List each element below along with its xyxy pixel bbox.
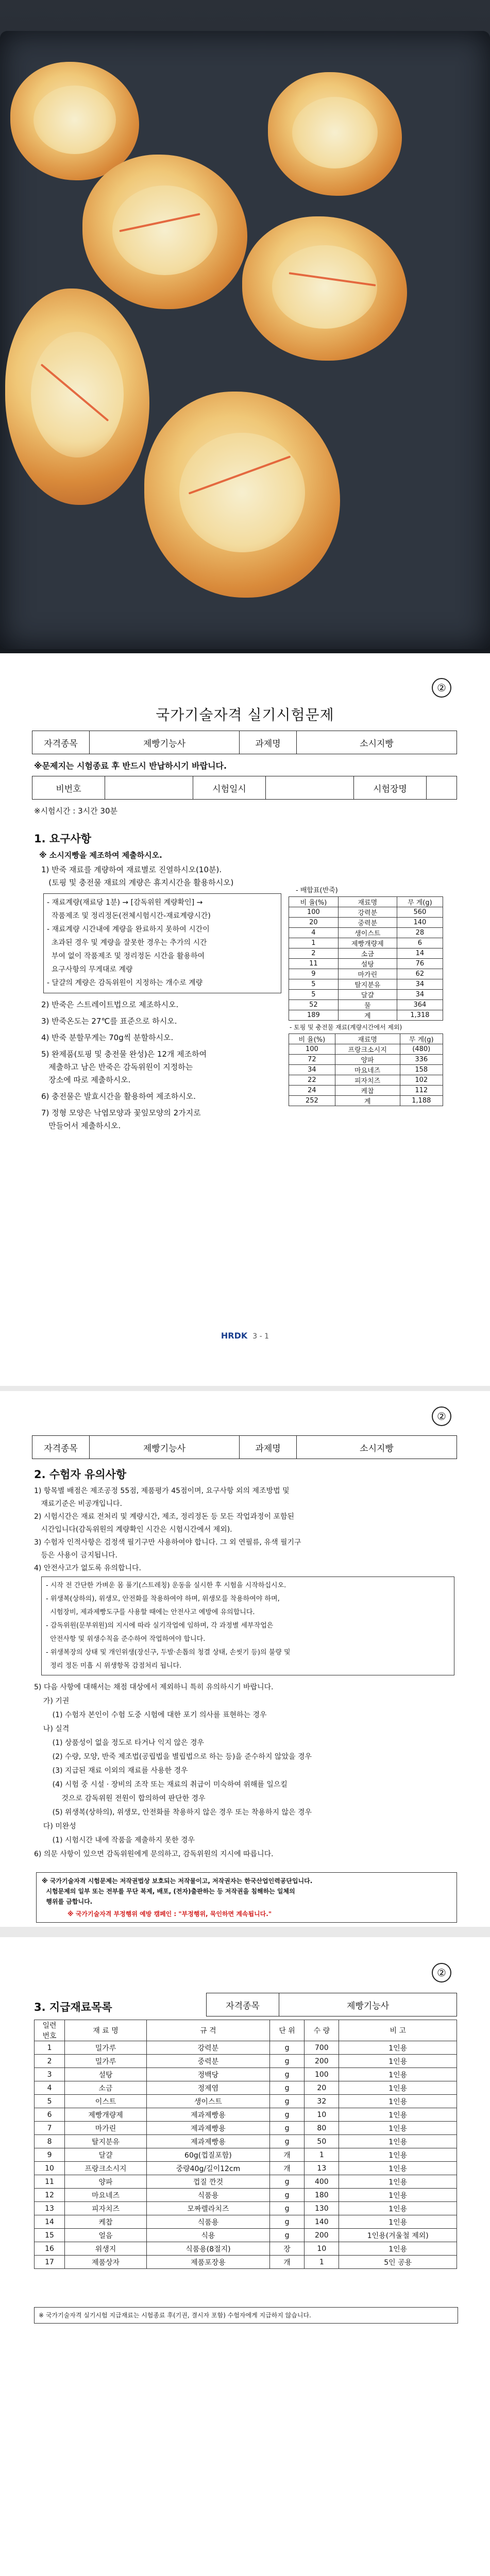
page-title: 국가기술자격 실기시험문제	[156, 706, 334, 723]
material-row	[35, 2108, 457, 2122]
table-cell: g	[269, 2122, 304, 2135]
exam-page-1	[0, 653, 490, 1386]
material-row	[35, 2256, 457, 2269]
table-cell: 130	[305, 2202, 339, 2215]
table-cell: 180	[305, 2189, 339, 2202]
label-number: 비번호	[32, 776, 105, 800]
table-cell: 1	[305, 2148, 339, 2162]
table-cell: 정제염	[146, 2081, 269, 2095]
table-cell: 껍질 깐것	[146, 2175, 269, 2189]
table-cell: 72	[289, 1055, 335, 1065]
table-cell: 9	[289, 969, 339, 979]
table-header-row	[289, 897, 443, 907]
table-cell: 설탕	[338, 959, 397, 969]
label-category: 자격종목	[32, 1436, 90, 1459]
dough-row	[289, 1000, 443, 1010]
material-row	[35, 2242, 457, 2256]
column-header: 비 율(%)	[289, 897, 339, 907]
table-cell: 189	[289, 1010, 339, 1021]
section-heading: 2. 수험자 유의사항	[34, 1468, 127, 1481]
table-cell: 개	[269, 2162, 304, 2175]
table-cell: 364	[397, 1000, 443, 1010]
task-value: 소시지빵	[297, 731, 457, 754]
table-cell: 32	[305, 2095, 339, 2108]
dough-row	[289, 990, 443, 1000]
material-row	[35, 2122, 457, 2135]
table-cell: 14	[35, 2215, 65, 2229]
table-cell: 5인 공용	[339, 2256, 457, 2269]
table-cell: 17	[35, 2256, 65, 2269]
table-cell: 6	[35, 2108, 65, 2122]
table-cell: 112	[400, 1086, 443, 1096]
material-row	[35, 2055, 457, 2068]
table-cell: 달걀	[338, 990, 397, 1000]
column-header: 재료명	[338, 897, 397, 907]
exam-header-table	[32, 1435, 457, 1459]
requirement-6: 6) 충전물은 발효시간을 활용하여 제조하시오.	[41, 1092, 196, 1101]
requirement-4: 4) 반죽 분할무게는 70g씩 분할하시오.	[41, 1033, 174, 1042]
table-cell: 계	[338, 1010, 397, 1021]
table-cell: 강력분	[338, 907, 397, 918]
exam-info-table	[32, 776, 457, 800]
table-cell: 11	[289, 959, 339, 969]
table-cell: 76	[397, 959, 443, 969]
table-cell: 마가린	[338, 969, 397, 979]
table-cell: g	[269, 2108, 304, 2122]
table-cell: 16	[35, 2242, 65, 2256]
material-row	[35, 2215, 457, 2229]
table-cell: 14	[397, 948, 443, 959]
table-cell: 24	[289, 1086, 335, 1096]
table-cell: 마요네즈	[65, 2189, 147, 2202]
table-cell: (480)	[400, 1044, 443, 1055]
table-cell: 케찹	[65, 2215, 147, 2229]
column-header: 수 량	[305, 2020, 339, 2041]
table-cell: 생이스트	[338, 928, 397, 938]
table-cell: 52	[289, 1000, 339, 1010]
notes-part-2: 5) 다음 사항에 대해서는 채점 대상에서 제외하니 특히 유의하시기 바랍니다. 가) 기권 (1) 수험자 본인이 수험 도중 시험에 대한 포기 의사를 표현하는 경우 나) 실격 (1) 상품성이 없을 정도로 타거나 익지 않은 경우 (2) 수량, 모양, 반죽 제조법(공립법을 별립법으로 하는 등)을 준수하지 않았을 경우 (3) 지급된 재료 이외의 재료를 사용한 경우 (4) 시험 중 시설 · 장비의 조작 또는 재료의 취급이 미숙하여 위해를 일으킬 것으로 감독위원 전원이 합의하여 판단한 경우 (5) 위생복(상하의), 위생모, 안전화를 착용하지 않은 경우 또는 착용하지 않은 경우 다) 미완성 (1) 시험시간 내에 작품을 제출하지 못한 경우 6) 의문 사항이 있으면 감독위원에게 문의하고, 감독위원의 지시에 따릅니다.	[34, 1683, 312, 1858]
material-row	[35, 2068, 457, 2081]
table-cell: 4	[289, 928, 339, 938]
table-cell: 소금	[65, 2081, 147, 2095]
exam-header-table	[32, 731, 457, 754]
material-row	[35, 2175, 457, 2189]
table-cell: 158	[400, 1065, 443, 1075]
label-category: 자격종목	[32, 731, 90, 754]
table-cell: 생이스트	[146, 2095, 269, 2108]
table-cell: 피자치즈	[335, 1075, 400, 1086]
exam-page-2	[0, 1391, 490, 1927]
table-cell: 달걀	[65, 2148, 147, 2162]
dough-row	[289, 907, 443, 918]
table-cell: 얼음	[65, 2229, 147, 2242]
table-cell: 중량40g/길이12cm	[146, 2162, 269, 2175]
page-number: ②	[432, 678, 451, 698]
table-cell: 프랑크소시지	[335, 1044, 400, 1055]
table-cell: 2	[289, 948, 339, 959]
copyright-text-1: ※ 국가기술자격 시험문제는 저작권법상 보호되는 저작물이고, 저작권자는 한국산업인력공단입니다.	[42, 1877, 313, 1885]
table-cell: 탈지분유	[65, 2135, 147, 2148]
table-cell: 252	[289, 1096, 335, 1106]
dough-row	[289, 948, 443, 959]
table-cell: 8	[35, 2135, 65, 2148]
section-heading: 3. 지급재료목록	[34, 2001, 112, 2013]
copyright-text-3: 행위를 금합니다.	[42, 1898, 93, 1905]
requirement-3: 3) 반죽온도는 27℃를 표준으로 하시오.	[41, 1016, 177, 1026]
column-header: 규 격	[146, 2020, 269, 2041]
table-cell: 1인용	[339, 2068, 457, 2081]
table-cell: 중력분	[146, 2055, 269, 2068]
table-cell: 1,318	[397, 1010, 443, 1021]
notes-part-1: 1) 항목별 배점은 제조공정 55점, 제품평가 45점이며, 요구사항 외의 제조방법 및 재료기준은 비공개입니다. 2) 시험시간은 재료 전처리 및 계량시간, 제조, 정리정돈 등 모든 작업과정이 포함된 시간입니다(감독위원의 계량확인 시간은 시험시간에서 제외). 3) 수험자 인적사항은 검정색 필기구만 사용하여야 합니다. 그 외 연필류, 유색 필기구 등은 사용이 금지됩니다. 4) 안전사고가 없도록 유의합니다.	[34, 1487, 301, 1572]
table-cell: 정백당	[146, 2068, 269, 2081]
dough-row	[289, 969, 443, 979]
material-row	[35, 2202, 457, 2215]
category-value: 제빵기능사	[90, 731, 240, 754]
table-cell: 10	[35, 2162, 65, 2175]
table-cell: 피자치즈	[65, 2202, 147, 2215]
dough-row	[289, 959, 443, 969]
table-cell: 9	[35, 2148, 65, 2162]
table-cell: 제과제빵용	[146, 2122, 269, 2135]
intro-text: ※ 소시지빵을 제조하여 제출하시오.	[39, 851, 162, 860]
table-cell: 설탕	[65, 2068, 147, 2081]
table-cell: 140	[305, 2215, 339, 2229]
page-number: ②	[432, 1963, 451, 1982]
dough-row	[289, 928, 443, 938]
label-place: 시험장명	[354, 776, 427, 800]
materials-table	[34, 2020, 457, 2269]
table-cell: 1인용	[339, 2242, 457, 2256]
table-cell: 양파	[335, 1055, 400, 1065]
table-cell: 62	[397, 969, 443, 979]
page-number: ②	[432, 1406, 451, 1426]
table-cell: g	[269, 2068, 304, 2081]
table-cell: 1인용	[339, 2148, 457, 2162]
table-cell: 22	[289, 1075, 335, 1086]
requirement-7: 7) 정형 모양은 낙엽모양과 꽃잎모양의 2가지로 만들어서 제출하시오.	[41, 1108, 201, 1130]
topping-row	[289, 1075, 443, 1086]
table-cell: 10	[305, 2242, 339, 2256]
table-cell: 1	[35, 2041, 65, 2055]
table-cell: 336	[400, 1055, 443, 1065]
table-cell: 1인용	[339, 2108, 457, 2122]
materials-note: ※ 국가기술자격 실기시험 지급재료는 시험종료 후(기권, 결시자 포함) 수험자에게 지급하지 않습니다.	[39, 2312, 311, 2319]
table-cell: 식품용(8절지)	[146, 2242, 269, 2256]
table-cell: 중력분	[338, 918, 397, 928]
footer-page-number: 3 - 1	[252, 1332, 269, 1341]
table-cell: 탈지분유	[338, 979, 397, 990]
table-cell: 560	[397, 907, 443, 918]
table-cell: 200	[305, 2229, 339, 2242]
campaign-text: ※ 국가기술자격 부정행위 예방 캠페인 : "부정행위, 묵인하면 계속됩니다."	[67, 1910, 272, 1918]
table-cell: g	[269, 2175, 304, 2189]
weighing-note-box	[43, 893, 281, 993]
table-cell: g	[269, 2229, 304, 2242]
table-cell: 200	[305, 2055, 339, 2068]
table-cell: 13	[35, 2202, 65, 2215]
table-cell: 마요네즈	[335, 1065, 400, 1075]
table-cell: 5	[35, 2095, 65, 2108]
column-header: 비 율(%)	[289, 1034, 335, 1044]
table-cell: 102	[400, 1075, 443, 1086]
table-cell: 50	[305, 2135, 339, 2148]
table-cell: 4	[35, 2081, 65, 2095]
table-cell: 프랑크소시지	[65, 2162, 147, 2175]
table-cell: 1인용	[339, 2189, 457, 2202]
table-cell: 1인용	[339, 2162, 457, 2175]
table-cell: 700	[305, 2041, 339, 2055]
table-cell: 제품포장용	[146, 2256, 269, 2269]
table-cell: 20	[289, 918, 339, 928]
table-cell: 1인용	[339, 2175, 457, 2189]
category-value: 제빵기능사	[90, 1436, 240, 1459]
table-cell: 식품용	[146, 2215, 269, 2229]
dough-table-title: - 배합표(반죽)	[296, 887, 338, 894]
table-cell: 100	[289, 907, 339, 918]
material-row	[35, 2095, 457, 2108]
copyright-box	[36, 1872, 457, 1923]
materials-note-box	[34, 2307, 458, 2324]
table-cell: 제빵개량제	[338, 938, 397, 948]
column-header: 무 게(g)	[397, 897, 443, 907]
table-cell: 계	[335, 1096, 400, 1106]
label-date: 시험일시	[193, 776, 266, 800]
table-cell: 제과제빵용	[146, 2108, 269, 2122]
topping-row	[289, 1044, 443, 1055]
table-cell: 케찹	[335, 1086, 400, 1096]
topping-row	[289, 1096, 443, 1106]
table-cell: 1인용	[339, 2122, 457, 2135]
column-header: 재 료 명	[65, 2020, 147, 2041]
table-cell: 34	[289, 1065, 335, 1075]
table-cell: 60g(껍질포함)	[146, 2148, 269, 2162]
table-cell: g	[269, 2215, 304, 2229]
exam-page-3	[0, 1937, 490, 2576]
table-cell: 7	[35, 2122, 65, 2135]
topping-table-title: - 토핑 및 충전물 재료(계량시간에서 제외)	[290, 1024, 402, 1031]
topping-formula-table	[289, 1033, 443, 1106]
table-cell: 1인용(겨울철 제외)	[339, 2229, 457, 2242]
table-cell: 1,188	[400, 1096, 443, 1106]
material-row	[35, 2189, 457, 2202]
table-cell: g	[269, 2135, 304, 2148]
table-cell: 제품상자	[65, 2256, 147, 2269]
table-cell: 12	[35, 2189, 65, 2202]
material-row	[35, 2162, 457, 2175]
table-cell: 물	[338, 1000, 397, 1010]
table-cell: 1인용	[339, 2055, 457, 2068]
table-cell: 밀가루	[65, 2041, 147, 2055]
safety-note-text: - 시작 전 간단한 가벼운 몸 풀기(스트레칭) 운동을 실시한 후 시험을 시작하십시오. - 위생복(상하의), 위생모, 안전화를 착용하여야 하며, 위생모를 착용하여야 하며, 시험장비, 제과제빵도구를 사용할 때에는 안전사고 예방에 유의합니다. - 감독위원(문부위원)의 지시에 따라 실기작업에 임하며, 각 과정별 세부작업은 안전사항 및 위생수칙을 준수하여 작업하여야 합니다. - 위생복장의 상태 및 개인위생(장신구, 두발·손톱의 청결 상태, 손씻기 등)의 불량 및 정리 정돈 미흡 시 위생항목 감점처리 됩니다.	[46, 1582, 291, 1670]
requirement-5: 5) 완제품(토핑 및 충전물 완성)은 12개 제조하여 제출하고 남은 반죽은 감독위원이 지정하는 장소에 따로 제출하시오.	[41, 1049, 207, 1084]
table-cell: 장	[269, 2242, 304, 2256]
table-cell: g	[269, 2202, 304, 2215]
weighing-note-text: - 재료계량(재료당 1분) → [감독위원 계량확인] → 작품제조 및 정리정돈(전체시험시간-재료계량시간) - 재료계량 시간내에 계량을 완료하지 못하여 시간이 초과된 경우 및 계량을 잘못한 경우는 추가의 시간 부여 없이 작품제조 및 정리정돈 시간을 활용하여 요구사항의 무게대로 계량 - 달걀의 계량은 감독위원이 지정하는 개수로 계량	[47, 899, 211, 987]
table-cell: 10	[305, 2108, 339, 2122]
topping-row	[289, 1086, 443, 1096]
table-cell: 모짜렐라치즈	[146, 2202, 269, 2215]
table-cell: 5	[289, 990, 339, 1000]
table-cell: 개	[269, 2148, 304, 2162]
dough-row	[289, 979, 443, 990]
table-cell: 양파	[65, 2175, 147, 2189]
table-cell: 100	[289, 1044, 335, 1055]
table-cell: 1인용	[339, 2081, 457, 2095]
table-cell: 100	[305, 2068, 339, 2081]
table-cell: 11	[35, 2175, 65, 2189]
hrdk-logo: HRDK	[221, 1331, 248, 1341]
material-row	[35, 2081, 457, 2095]
table-cell: 20	[305, 2081, 339, 2095]
column-header: 무 게(g)	[400, 1034, 443, 1044]
table-cell: 강력분	[146, 2041, 269, 2055]
table-cell: 개	[269, 2256, 304, 2269]
material-row	[35, 2148, 457, 2162]
table-header-row	[289, 1034, 443, 1044]
table-cell: 1	[289, 938, 339, 948]
category-value: 제빵기능사	[279, 1993, 457, 2016]
table-cell: 제과제빵용	[146, 2135, 269, 2148]
table-cell: 1인용	[339, 2135, 457, 2148]
task-value: 소시지빵	[297, 1436, 457, 1459]
table-cell: 1인용	[339, 2215, 457, 2229]
table-cell: g	[269, 2081, 304, 2095]
safety-note-box	[41, 1577, 454, 1675]
table-cell: 6	[397, 938, 443, 948]
table-cell: 13	[305, 2162, 339, 2175]
table-cell: 3	[35, 2068, 65, 2081]
table-cell: 제빵개량제	[65, 2108, 147, 2122]
table-cell: 마가린	[65, 2122, 147, 2135]
column-header: 재료명	[335, 1034, 400, 1044]
table-cell: 34	[397, 990, 443, 1000]
label-category: 자격종목	[207, 1993, 279, 2016]
dough-row	[289, 938, 443, 948]
materials-header-table	[206, 1993, 457, 2016]
table-cell: 400	[305, 2175, 339, 2189]
table-header-row	[35, 2020, 457, 2041]
section-heading: 1. 요구사항	[34, 833, 92, 845]
column-header: 단 위	[269, 2020, 304, 2041]
exam-time: ※시험시간 : 3시간 30분	[34, 806, 117, 816]
topping-row	[289, 1065, 443, 1075]
table-cell: g	[269, 2095, 304, 2108]
table-cell: 1	[305, 2256, 339, 2269]
table-cell: g	[269, 2055, 304, 2068]
table-cell: 식품용	[146, 2189, 269, 2202]
table-cell: 위생지	[65, 2242, 147, 2256]
requirement-1: 1) 반죽 재료를 계량하여 재료별로 진열하시오(10분). (토핑 및 충전물 재료의 계량은 휴지시간을 활용하시오)	[41, 865, 234, 887]
label-task: 과제명	[240, 731, 297, 754]
page-footer	[0, 1331, 490, 1341]
table-cell: 34	[397, 979, 443, 990]
table-cell: 15	[35, 2229, 65, 2242]
dough-row	[289, 1010, 443, 1021]
column-header: 일련 번호	[35, 2020, 65, 2041]
table-cell: 이스트	[65, 2095, 147, 2108]
table-cell: 2	[35, 2055, 65, 2068]
table-cell: 식용	[146, 2229, 269, 2242]
requirement-2: 2) 반죽은 스트레이트법으로 제조하시오.	[41, 1000, 179, 1009]
label-task: 과제명	[240, 1436, 297, 1459]
material-row	[35, 2229, 457, 2242]
dough-formula-table	[289, 896, 443, 1021]
column-header: 비 고	[339, 2020, 457, 2041]
table-cell: 28	[397, 928, 443, 938]
dough-row	[289, 918, 443, 928]
table-cell: 소금	[338, 948, 397, 959]
table-cell: 1인용	[339, 2202, 457, 2215]
table-cell: 1인용	[339, 2095, 457, 2108]
material-row	[35, 2041, 457, 2055]
table-cell: g	[269, 2189, 304, 2202]
table-cell: 140	[397, 918, 443, 928]
table-cell: 1인용	[339, 2041, 457, 2055]
notice-text: ※문제지는 시험종료 후 반드시 반납하시기 바랍니다.	[34, 761, 227, 771]
material-row	[35, 2135, 457, 2148]
topping-row	[289, 1055, 443, 1065]
copyright-text-2: 시험문제의 일부 또는 전부를 무단 복제, 배포, (전자)출판하는 등 저작권을 침해하는 일체의	[42, 1888, 295, 1895]
table-cell: 5	[289, 979, 339, 990]
table-cell: 80	[305, 2122, 339, 2135]
table-cell: 밀가루	[65, 2055, 147, 2068]
table-cell: g	[269, 2041, 304, 2055]
product-photo	[0, 0, 490, 653]
